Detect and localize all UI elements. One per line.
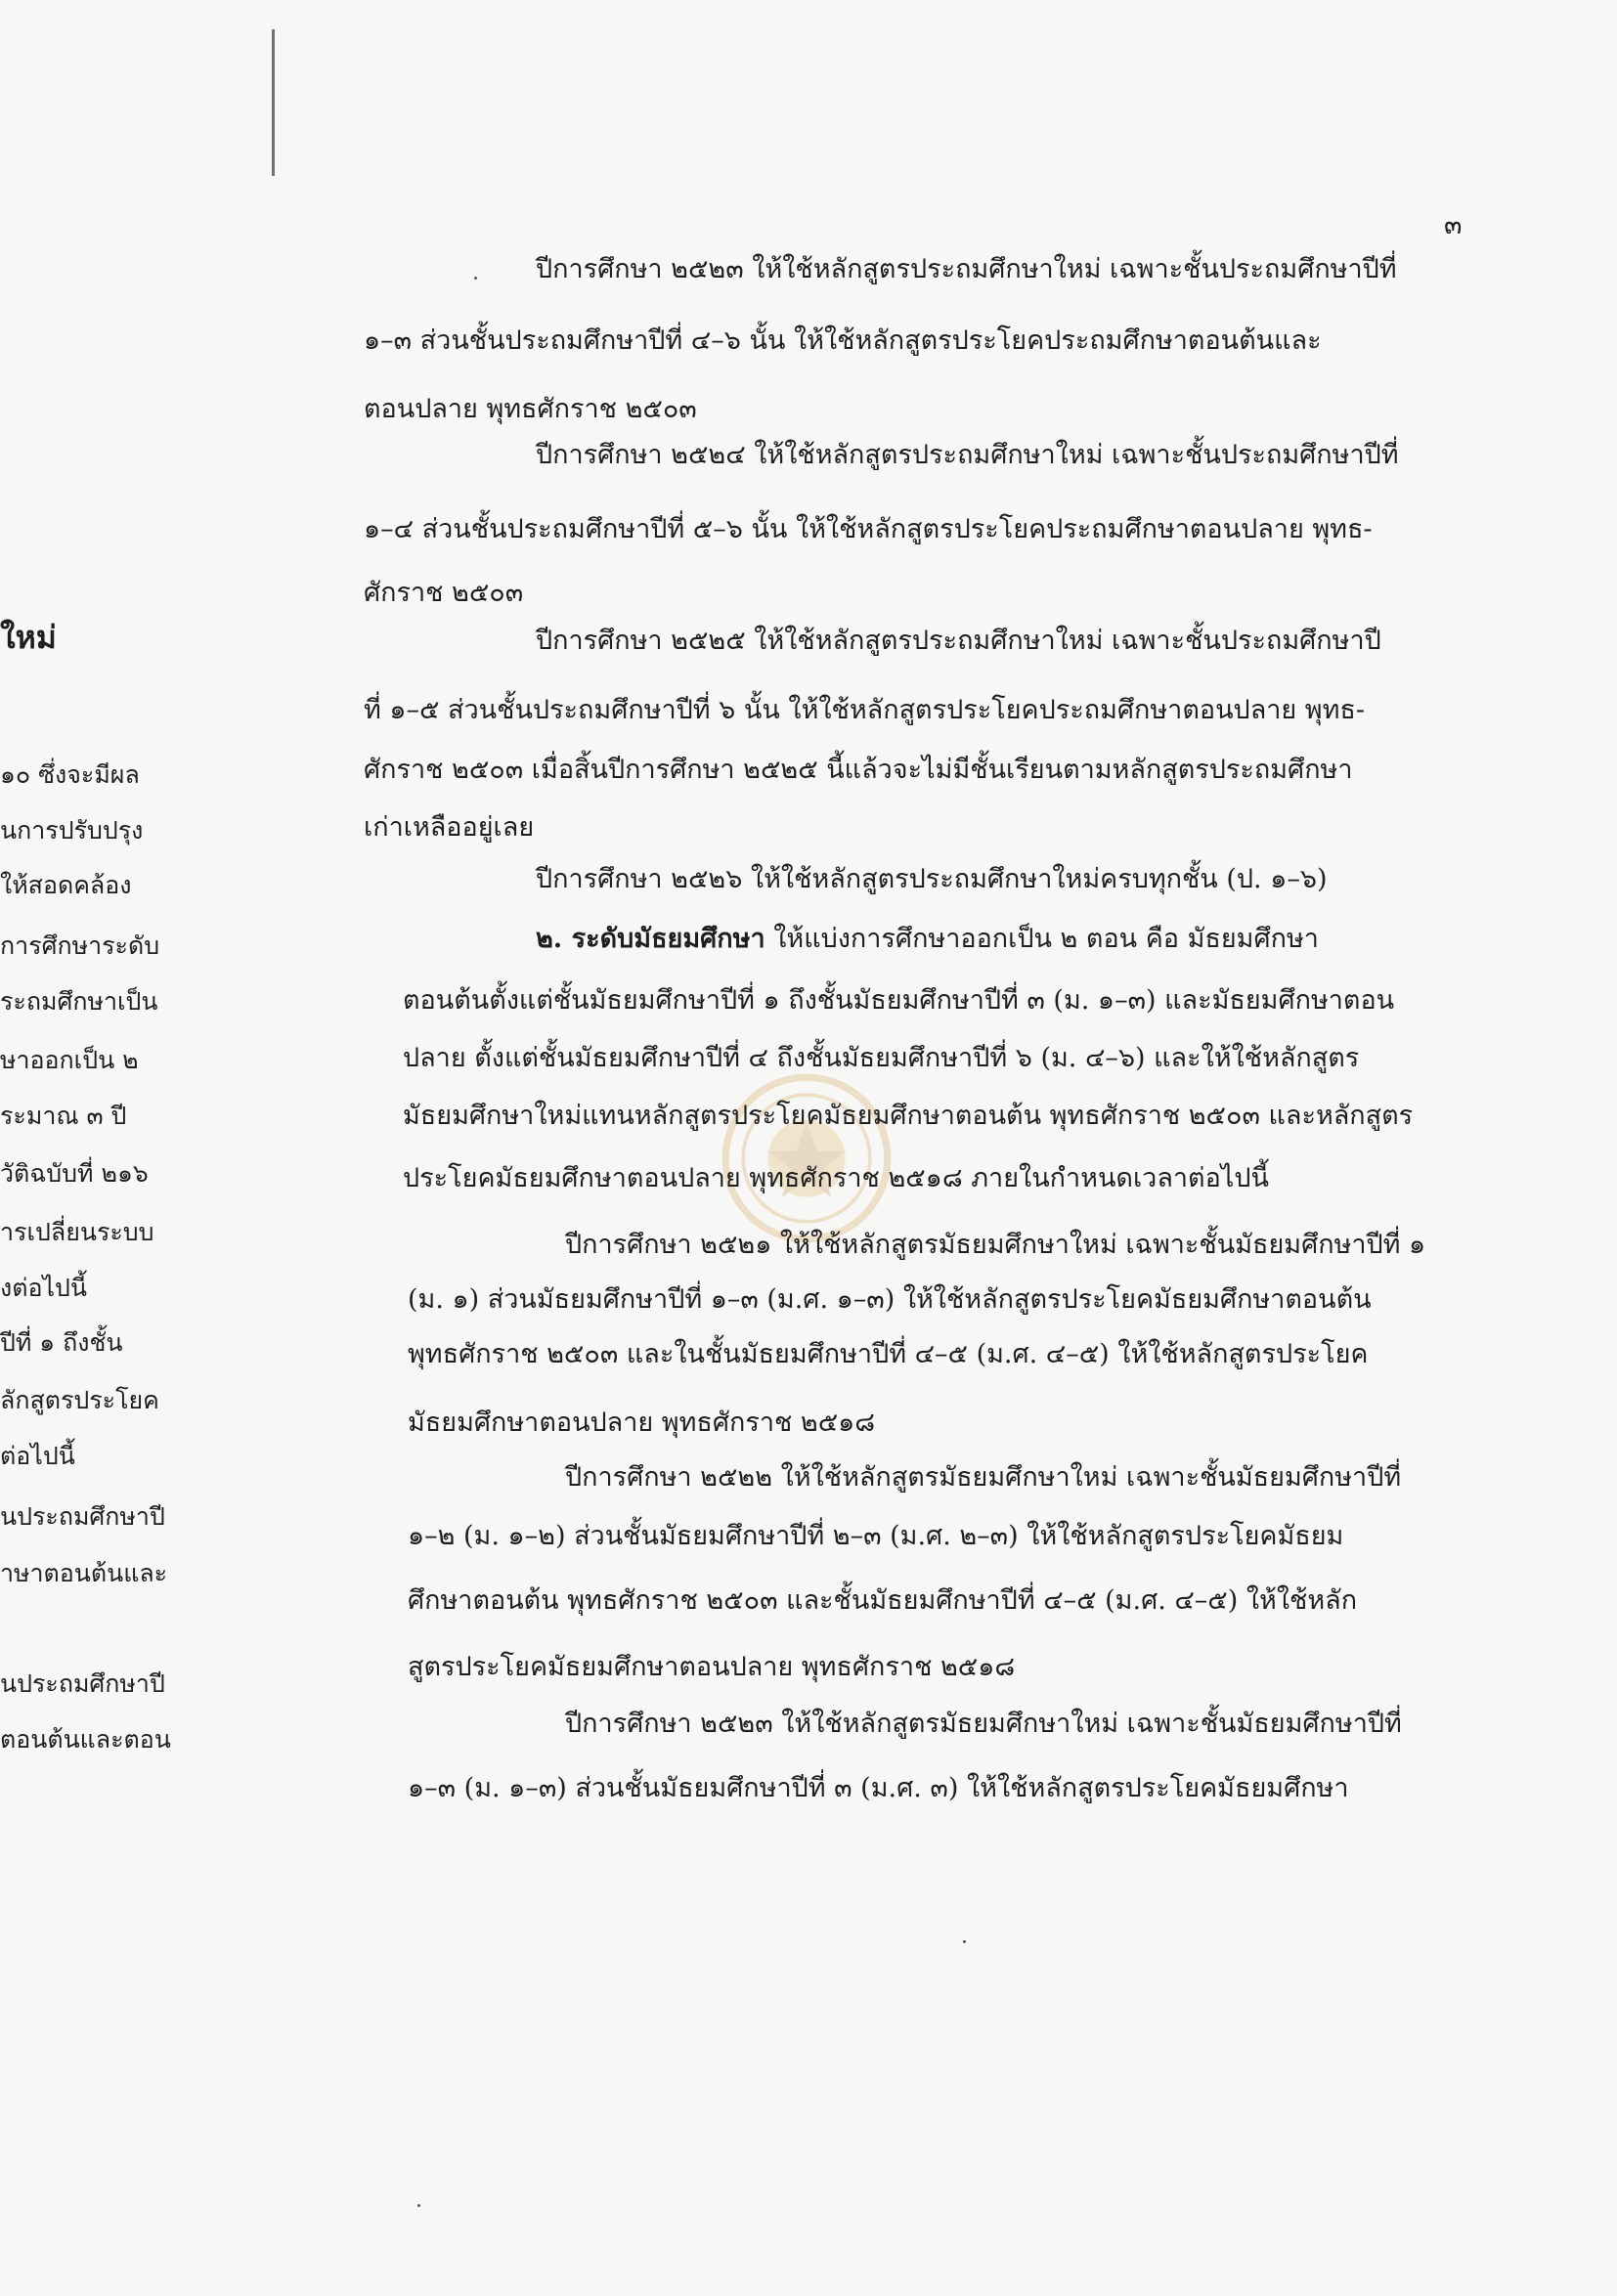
- scan-speck: [417, 2204, 420, 2207]
- margin-fragment: วัติฉบับที่ ๒๑๖: [0, 1159, 149, 1188]
- text-line: ตอนต้นตั้งแต่ชั้นมัธยมศึกษาปีที่ ๑ ถึงชั้นมัธยมศึกษาปีที่ ๓ (ม. ๑–๓) และมัธยมศึกษาตอน: [403, 985, 1395, 1016]
- text-line: ปีการศึกษา ๒๕๒๖ ให้ใช้หลักสูตรประถมศึกษาใหม่ครบทุกชั้น (ป. ๑–๖): [536, 864, 1328, 894]
- text-line: ปีการศึกษา ๒๕๒๔ ให้ใช้หลักสูตรประถมศึกษาใหม่ เฉพาะชั้นประถมศึกษาปีที่: [536, 440, 1399, 470]
- text-line: ศักราช ๒๕๐๓: [364, 578, 524, 608]
- text-line: ๑–๓ ส่วนชั้นประถมศึกษาปีที่ ๔–๖ นั้น ให้ใช้หลักสูตรประโยคประถมศึกษาตอนต้นและ: [364, 325, 1322, 356]
- text-line: สูตรประโยคมัธยมศึกษาตอนปลาย พุทธศักราช ๒๕๑๘: [408, 1652, 1016, 1682]
- margin-fragment: ระถมศึกษาเป็น: [0, 987, 158, 1016]
- margin-fragment: การศึกษาระดับ: [0, 931, 160, 960]
- text-line: ๑–๔ ส่วนชั้นประถมศึกษาปีที่ ๕–๖ นั้น ให้ใช้หลักสูตรประโยคประถมศึกษาตอนปลาย พุทธ-: [364, 514, 1373, 544]
- margin-fragment: ระมาณ ๓ ปี: [0, 1102, 127, 1130]
- scan-artifact-line: [272, 29, 275, 176]
- margin-fragment: ต่อไปนี้: [0, 1442, 75, 1470]
- text-line: มัธยมศึกษาตอนปลาย พุทธศักราช ๒๕๑๘: [408, 1408, 876, 1438]
- margin-fragment: ษาออกเป็น ๒: [0, 1046, 139, 1074]
- margin-fragment: ลักสูตรประโยค: [0, 1386, 159, 1414]
- text-line: มัธยมศึกษาใหม่แทนหลักสูตรประโยคมัธยมศึกษาตอนต้น พุทธศักราช ๒๕๐๓ และหลักสูตร: [403, 1101, 1414, 1131]
- scan-speck: [474, 277, 477, 280]
- text-line: ปีการศึกษา ๒๕๒๒ ให้ใช้หลักสูตรมัธยมศึกษาใหม่ เฉพาะชั้นมัธยมศึกษาปีที่: [565, 1462, 1402, 1493]
- text-line: ปลาย ตั้งแต่ชั้นมัธยมศึกษาปีที่ ๔ ถึงชั้นมัธยมศึกษาปีที่ ๖ (ม. ๔–๖) และให้ใช้หลักสูตร: [403, 1043, 1360, 1073]
- text-line: ๑–๒ (ม. ๑–๒) ส่วนชั้นมัธยมศึกษาปีที่ ๒–๓ (ม.ศ. ๒–๓) ให้ใช้หลักสูตรประโยคมัธยม: [408, 1521, 1344, 1551]
- section-heading: ๒. ระดับมัธยมศึกษา: [536, 924, 765, 954]
- text-line: ตอนปลาย พุทธศักราช ๒๕๐๓: [364, 394, 697, 424]
- margin-fragment: าษาตอนต้นและ: [0, 1559, 168, 1587]
- margin-fragment: ให้สอดคล้อง: [0, 871, 132, 899]
- text-line: พุทธศักราช ๒๕๐๓ และในชั้นมัธยมศึกษาปีที่ ๔–๕ (ม.ศ. ๔–๕) ให้ใช้หลักสูตรประโยค: [408, 1339, 1369, 1369]
- text-line: ปีการศึกษา ๒๕๒๓ ให้ใช้หลักสูตรประถมศึกษาใหม่ เฉพาะชั้นประถมศึกษาปีที่: [536, 254, 1397, 284]
- margin-fragment: ตอนต้นและตอน: [0, 1725, 171, 1754]
- seal-watermark: [719, 1070, 895, 1246]
- margin-fragment: ปีที่ ๑ ถึงชั้น: [0, 1328, 123, 1357]
- text-line: ปีการศึกษา ๒๕๒๓ ให้ใช้หลักสูตรมัธยมศึกษาใหม่ เฉพาะชั้นมัธยมศึกษาปีที่: [565, 1709, 1402, 1739]
- text-line: ประโยคมัธยมศึกษาตอนปลาย พุทธศักราช ๒๕๑๘ ภายในกำหนดเวลาต่อไปนี้: [403, 1163, 1269, 1193]
- text-line: (ม. ๑) ส่วนมัธยมศึกษาปีที่ ๑–๓ (ม.ศ. ๑–๓) ให้ใช้หลักสูตรประโยคมัธยมศึกษาตอนต้น: [408, 1284, 1372, 1315]
- margin-fragment: ๑๐ ซึ่งจะมีผล: [0, 760, 140, 789]
- text-line: ปีการศึกษา ๒๕๒๕ ให้ใช้หลักสูตรประถมศึกษาใหม่ เฉพาะชั้นประถมศึกษาปี: [536, 626, 1381, 656]
- margin-fragment: ารเปลี่ยนระบบ: [0, 1218, 154, 1246]
- text-line: ๑–๓ (ม. ๑–๓) ส่วนชั้นมัธยมศึกษาปีที่ ๓ (ม.ศ. ๓) ให้ใช้หลักสูตรประโยคมัธยมศึกษา: [408, 1773, 1349, 1803]
- margin-fragment: นการปรับปรุง: [0, 816, 144, 845]
- page-number: ๓: [1444, 210, 1463, 240]
- margin-fragment: ใหม่: [0, 619, 57, 656]
- text-line: ที่ ๑–๕ ส่วนชั้นประถมศึกษาปีที่ ๖ นั้น ให้ใช้หลักสูตรประโยคประถมศึกษาตอนปลาย พุทธ-: [364, 695, 1365, 725]
- text-line: ให้แบ่งการศึกษาออกเป็น ๒ ตอน คือ มัธยมศึกษา: [765, 924, 1319, 954]
- text-line: เก่าเหลืออยู่เลย: [364, 812, 535, 843]
- margin-fragment: นประถมศึกษาปี: [0, 1669, 165, 1698]
- section-heading-line: [536, 926, 1319, 952]
- text-line: ศักราช ๒๕๐๓ เมื่อสิ้นปีการศึกษา ๒๕๒๕ นี้แล้วจะไม่มีชั้นเรียนตามหลักสูตรประถมศึกษา: [364, 755, 1353, 785]
- text-line: ปีการศึกษา ๒๕๒๑ ให้ใช้หลักสูตรมัธยมศึกษาใหม่ เฉพาะชั้นมัธยมศึกษาปีที่ ๑: [565, 1230, 1426, 1260]
- margin-fragment: ังต่อไปนี้: [0, 1274, 87, 1302]
- text-line: ศึกษาตอนต้น พุทธศักราช ๒๕๐๓ และชั้นมัธยมศึกษาปีที่ ๔–๕ (ม.ศ. ๔–๕) ให้ใช้หลัก: [408, 1585, 1358, 1616]
- scan-speck: [963, 1940, 966, 1943]
- margin-fragment: นประถมศึกษาปี: [0, 1502, 165, 1531]
